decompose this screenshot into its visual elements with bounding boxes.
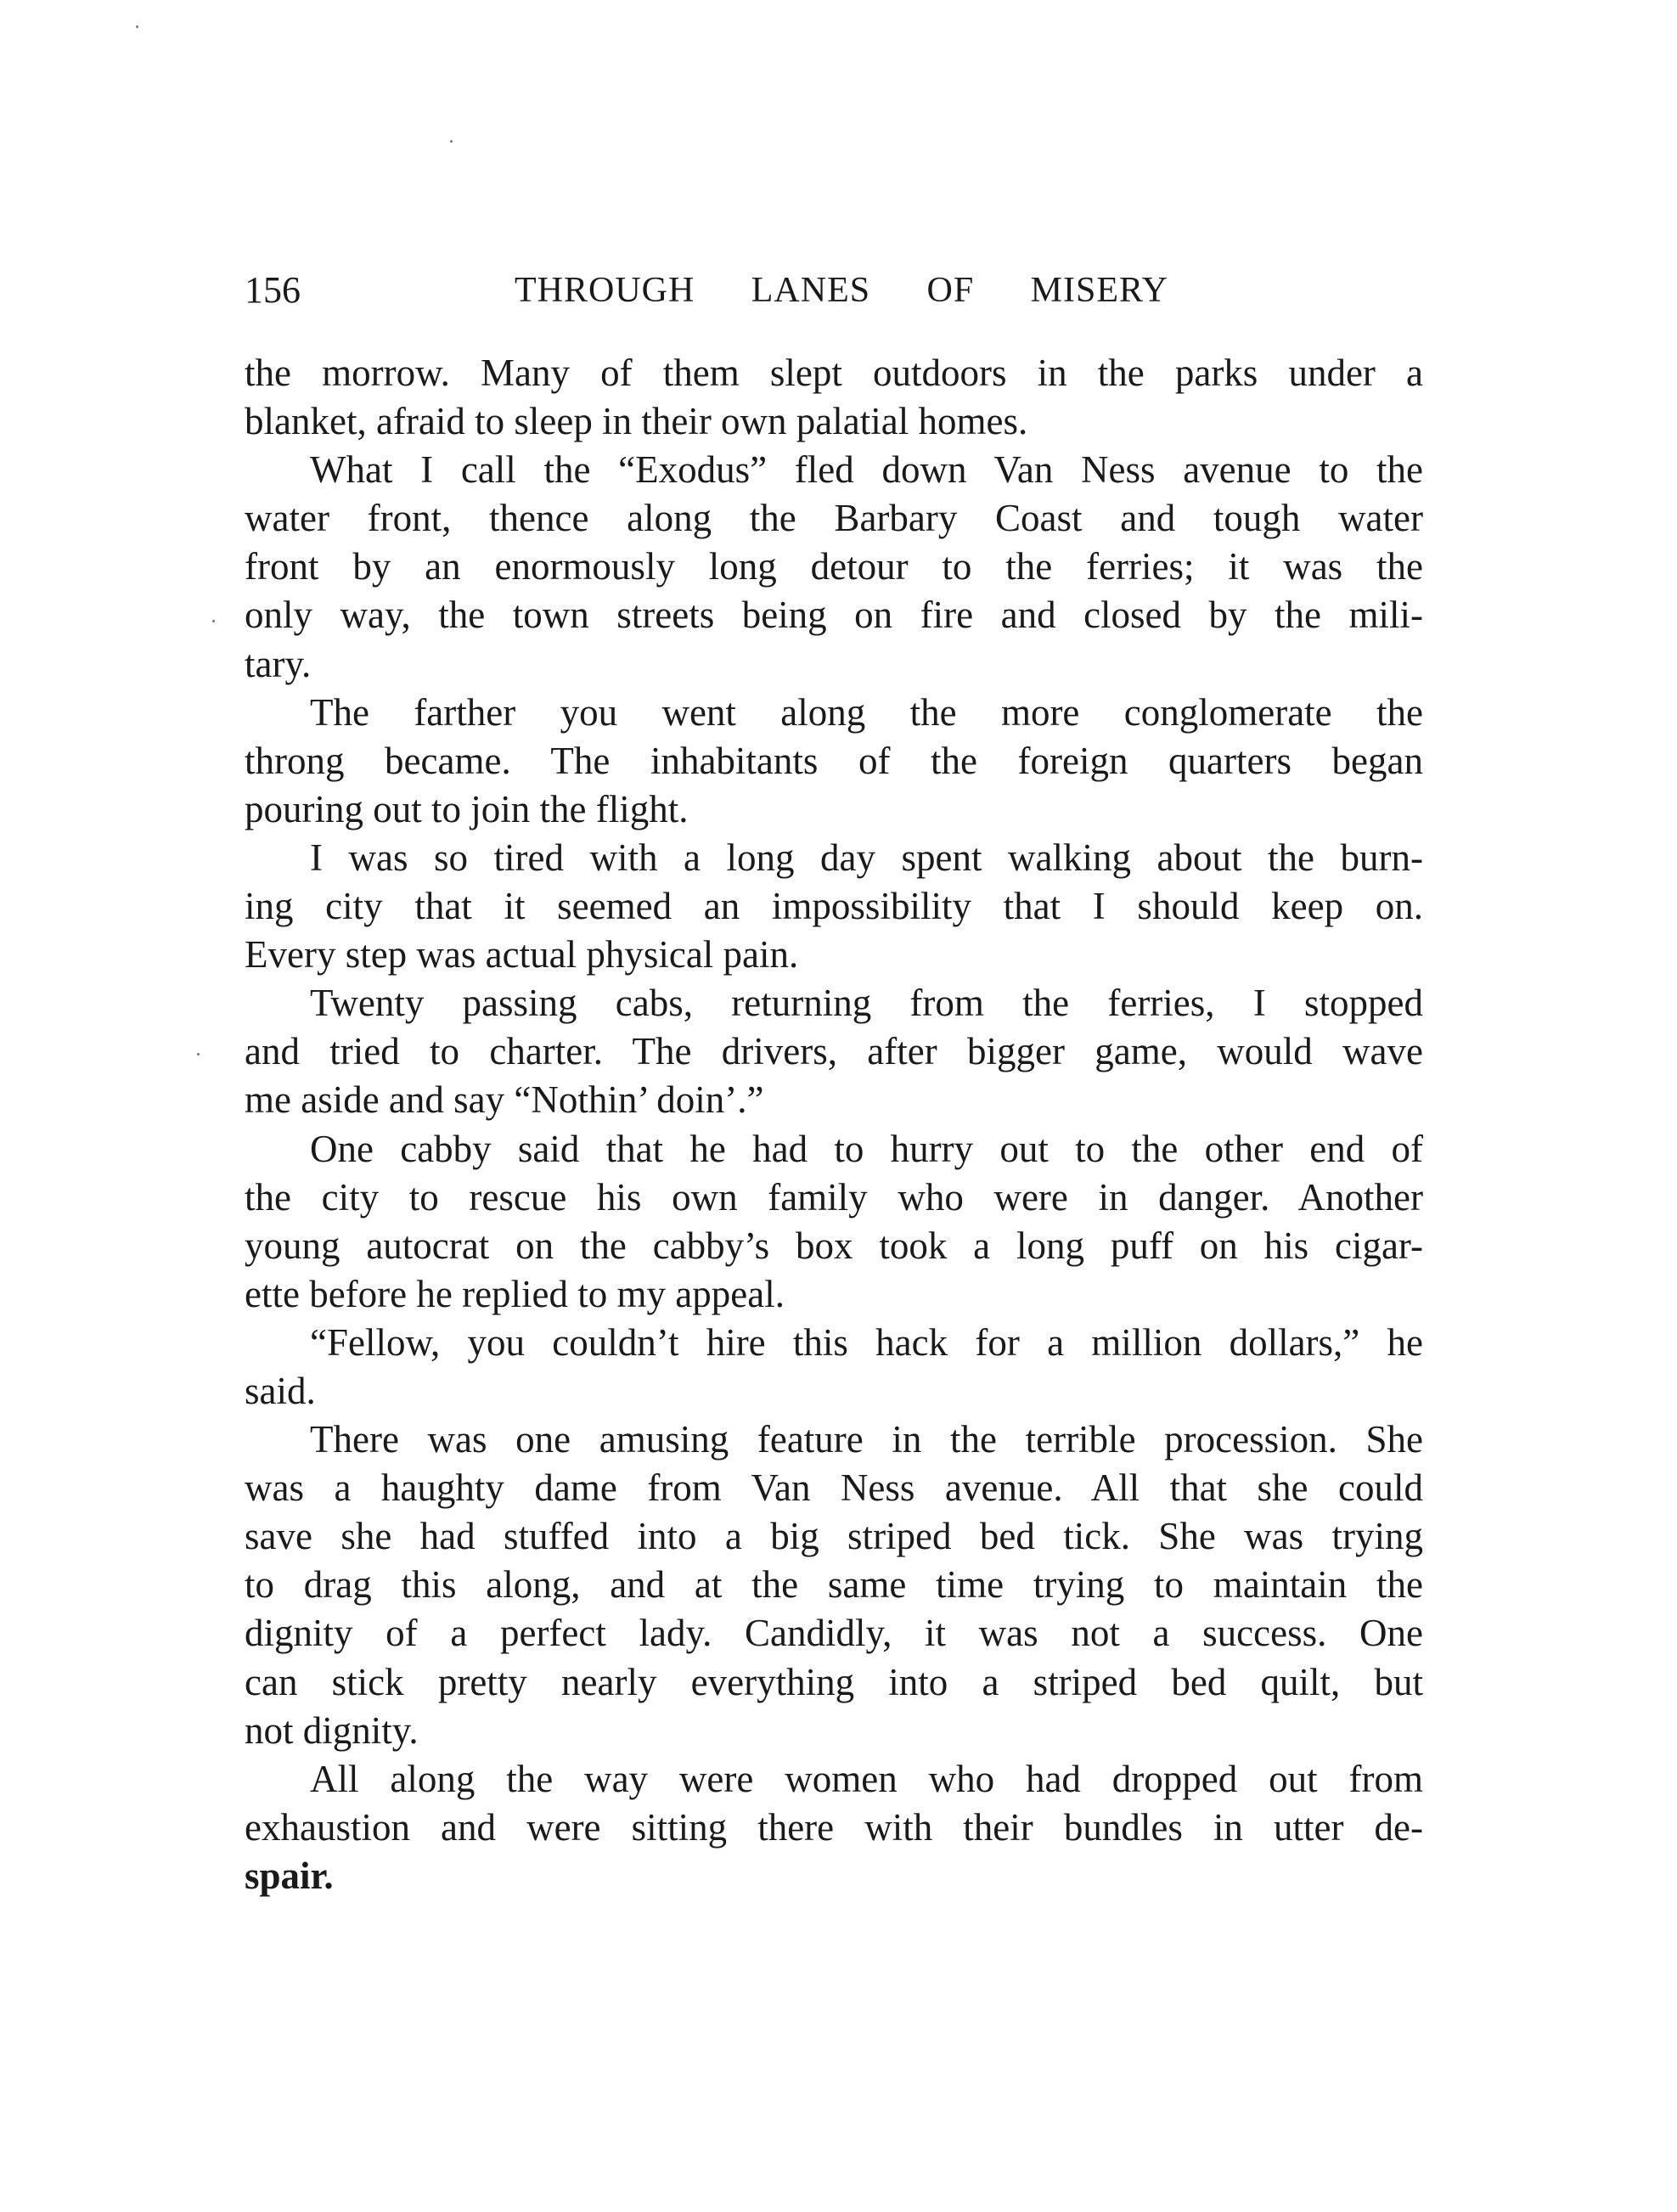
page-header [245,265,1423,316]
text-line: water front, thence along the Barbary Coast and tough water [245,497,1423,540]
text-line: One cabby said that he had to hurry out to the other end of [310,1127,1423,1170]
text-line: was a haughty dame from Van Ness avenue. All that she could [245,1466,1423,1510]
text-line: All along the way were women who had dropped out from [310,1757,1423,1800]
scan-speck [450,140,453,143]
text-line: I was so tired with a long day spent walking about the burn- [310,836,1423,879]
paragraph [245,834,1423,979]
text-line: pouring out to join the flight. [245,787,689,830]
text-line: What I call the “Exodus” fled down Van Ness avenue to the [310,448,1423,492]
text-line: only way, the town streets being on fire and closed by the mili- [245,594,1423,637]
running-title: THROUGH LANES OF MISERY [515,271,1168,310]
text-line: Twenty passing cabs, returning from the ferries, I stopped [310,982,1423,1025]
text-line: me aside and say “Nothin’ doin’.” [245,1078,764,1122]
body-text [245,349,1423,1900]
text-line: save she had stuffed into a big striped bed tick. She was trying [245,1515,1423,1558]
text-line: blanket, afraid to sleep in their own palatial homes. [245,400,1028,443]
paragraph [245,1125,1423,1319]
text-line: not dignity. [245,1708,419,1752]
scan-speck [197,1053,200,1055]
text-line: front by an enormously long detour to the ferries; it was the [245,545,1423,588]
text-line: and tried to charter. The drivers, after bigger game, would wave [245,1030,1423,1073]
text-line: The farther you went along the more conglomerate the [310,690,1423,734]
text-line: tary. [245,642,312,685]
text-line: spair. [245,1854,334,1897]
text-line: said. [245,1369,316,1412]
paragraph [245,446,1423,688]
scan-speck [136,25,138,28]
text-line: to drag this along, and at the same time trying to maintain the [245,1563,1423,1607]
text-line: dignity of a perfect lady. Candidly, it was not a success. One [245,1612,1423,1655]
paragraph [245,979,1423,1124]
text-line: “Fellow, you couldn’t hire this hack for a million dollars,” he [310,1320,1423,1364]
text-line: young autocrat on the cabby’s box took a long puff on his cigar- [245,1224,1423,1267]
text-line: exhaustion and were sitting there with their bundles in utter de- [245,1805,1423,1849]
text-line: ette before he replied to my appeal. [245,1272,785,1315]
paragraph [245,1416,1423,1755]
text-line: can stick pretty nearly everything into a striped bed quilt, but [245,1660,1423,1703]
paragraph [245,1755,1423,1900]
page-number: 156 [245,269,301,311]
scan-speck [212,620,215,622]
text-line: the morrow. Many of them slept outdoors in the parks under a [245,352,1423,394]
text-line: the city to rescue his own family who were in danger. Another [245,1175,1423,1219]
text-line: Every step was actual physical pain. [245,933,799,977]
text-line: throng became. The inhabitants of the foreign quarters began [245,739,1423,782]
paragraph [245,1319,1423,1416]
paragraph [245,689,1423,834]
paragraph [245,349,1423,446]
text-line: ing city that it seemed an impossibility that I should keep on. [245,885,1423,928]
text-line: There was one amusing feature in the terrible procession. She [310,1418,1423,1461]
